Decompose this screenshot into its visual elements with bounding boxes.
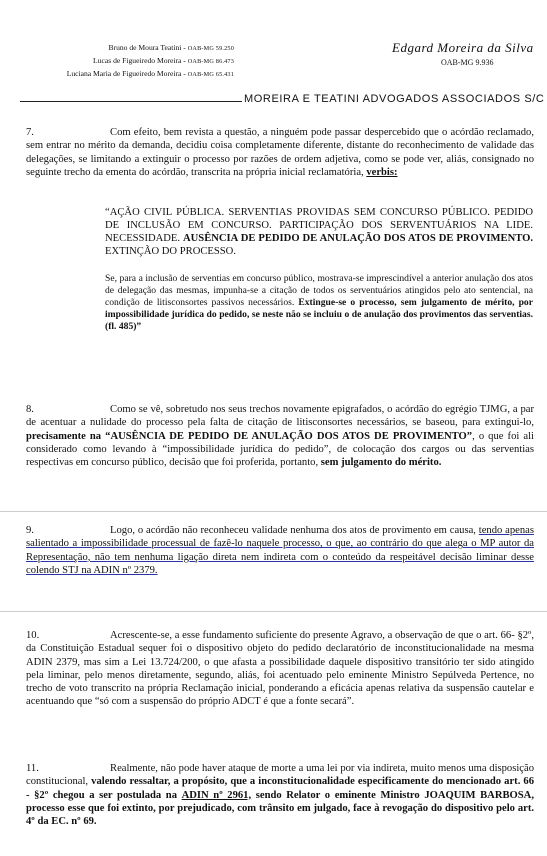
signature-name: Edgard Moreira da Silva: [392, 40, 534, 55]
paragraph-number: 8.: [26, 404, 34, 415]
block-quote: “AÇÃO CIVIL PÚBLICA. SERVENTIAS PROVIDAS SEM CONCURSO PÚBLICO. PEDIDO DE INCLUSÃO EM CONCURSO. PARTICIPAÇÃO DOS SERVENTUÁRIOS NA LIDE. NECESSIDADE. AUSÊNCIA DE PEDIDO DE ANULAÇÃO DOS ATOS DE PROVIMENTO. EXTINÇÃO DO PROCESSO.: [105, 207, 533, 257]
firm-name: MOREIRA E TEATINI ADVOGADOS ASSOCIADOS S/C: [244, 93, 545, 105]
paragraph-8: 8. Como se vê, sobretudo nos seus trechos novamente epigrafados, o acórdão do egrégio TJMG, a par de acentuar a nulidade do processo pela falta de citação de litisconsortes necessários, se baseou, para extingui-lo, precisamente na “AUSÊNCIA DE PEDIDO DE ANULAÇÃO DOS ATOS DE PROVIMENTO”, o que foi ali considerado como levando à “impossibilidade jurídica do pedido”, de colocação dos cargos ou das serventias respectivas em concurso público, decisão que foi proferida, portanto, sem julgamento do mérito.: [26, 404, 534, 469]
signature-oab: OAB-MG 9.936: [441, 58, 494, 67]
paragraph-11: 11. Realmente, não pode haver ataque de morte a uma lei por via indireta, muito menos uma disposição constitucional, valendo ressaltar, a propósito, que a inconstitucionalidade especificamente do mencionado art. 66 - §2º chegou a ser postulada na ADIN nº 2961, sendo Relator o eminente Ministro JOAQUIM BARBOSA, processo esse que foi extinto, por prejudicado, com trânsito em julgado, face à revogação do dispositivo pelo art. 4º da EC. nº 69.: [26, 763, 534, 828]
verbis-label: verbis:: [366, 166, 398, 178]
lawyer-line: Luciana Maria de Figueiredo Moreira - OAB-MG 65.431: [66, 69, 234, 78]
paragraph-number: 10.: [26, 630, 40, 641]
paragraph-9: 9. Logo, o acórdão não reconheceu validade nenhuma dos atos de provimento em causa, tendo apenas salientado a impossibilidade processual de fazê-lo naquele processo, o que, ao contrário do que alega o MP autor da Representação, não tem nenhuma ligação direta nem indireta com o conteúdo da respeitável decisão liminar desse colendo STJ na ADIN nº 2379.: [26, 525, 534, 576]
lawyer-line: Lucas de Figueiredo Moreira - OAB-MG 86.473: [93, 56, 234, 65]
paragraph-number: 7.: [26, 127, 34, 138]
lawyers-list: [4, 42, 234, 81]
lawyer-line: Bruno de Moura Teatini - OAB-MG 59.250: [108, 43, 234, 52]
underlined-passage: tendo apenas salientado a impossibilidade processual de fazê-lo naquele processo, o que, ao contrário do que alega o MP autor da Representação, não tem nenhuma ligação direta nem indireta com o conteúdo da respeitável decisão liminar desse colendo STJ na ADIN nº 2379.: [26, 525, 534, 576]
adin-reference: ADIN nº 2961,: [181, 789, 252, 801]
paragraph-10: 10. Acrescente-se, a esse fundamento suficiente do presente Agravo, a observação de que o art. 66- §2º, da Constituição Estadual sequer foi o dispositivo objeto do pedido declaratório de inconstitucionalidade na mesma ADIN 2379, mas sim a Lei 13.724/200, o que afasta a possibilidade daquele dispositivo transitório ter sido atingido pela liminar, pelo menos diretamente, segundo, aliás, foi acentuado pelo eminente Ministro Sepúlveda Pertence, no trecho de voto transcrito na própria Reclamação inicial, ponderando a eficácia apenas relativa da suspensão cautelar e acentuando que “só com a suspensão do próprio ADCT é que a fonte secará”.: [26, 630, 534, 708]
scan-divider: [0, 611, 547, 612]
paragraph-number: 9.: [26, 525, 34, 536]
header-rule: [20, 101, 242, 102]
paragraph-7: 7. Com efeito, bem revista a questão, a ninguém pode passar despercebido que o acórdão reclamado, sem entrar no mérito da demanda, decidiu coisa completamente diferente, distante do reconhecimento de validade das delegações, se limitando a extinguir o processo por razões de ordem adjetiva, como se pode ver, aliás, consignado no seguinte trecho da ementa do acórdão, transcrita na própria inicial reclamatória, verbis:: [26, 127, 534, 178]
paragraph-number: 11.: [26, 763, 39, 774]
block-quote-continued: Se, para a inclusão de serventias em concurso público, mostrava-se imprescindível a anterior anulação dos atos de delegação das mesmas, impunha-se a citação de todos os serventuários atingidos pelo ato sentencial, na condição de litisconsortes passivos necessários. Extingue-se o processo, sem julgamento de mérito, por impossibilidade jurídica do pedido, se neste não se incluiu o de anulação dos provimentos das serventias. (fl. 485)”: [105, 273, 533, 332]
scan-divider: [0, 511, 547, 512]
